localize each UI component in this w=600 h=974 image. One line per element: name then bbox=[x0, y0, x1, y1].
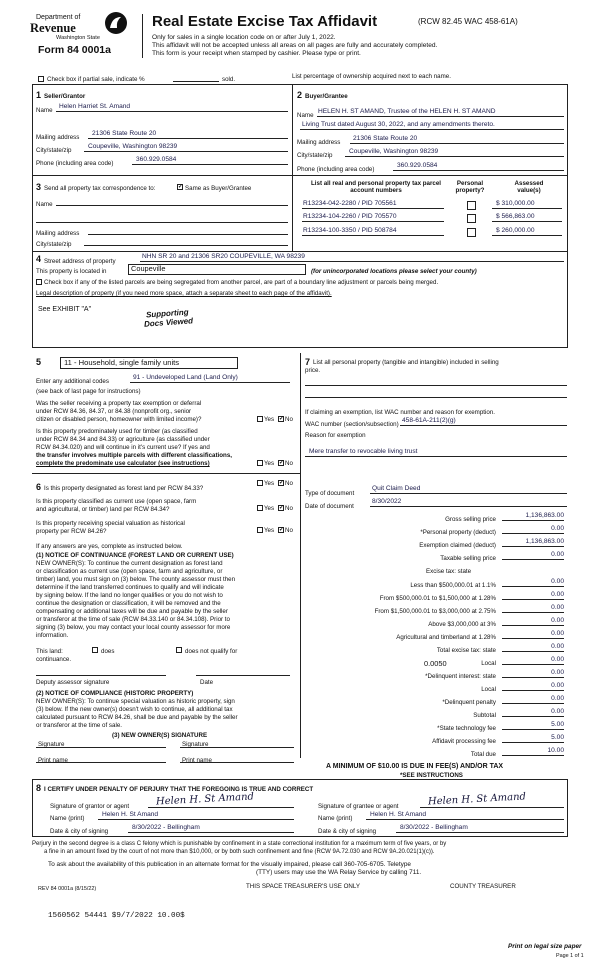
notice-1-line-2: or classification as current use (open space, farm and agriculture, or bbox=[36, 568, 223, 575]
perjury-line-2: a fine in an amount fixed by the court of not more than $10,000, or by both such confinement and fine (RCW 9A.72.030 and RCW 9A.20.021(1)(c)). bbox=[44, 849, 435, 855]
assessed-col-header: Assessed value(s) bbox=[514, 180, 544, 195]
grantee-signature: Helen H. St Amand bbox=[427, 791, 527, 808]
notice-2-line-1: NEW OWNER(S): To continue special valuation as historic property, sign bbox=[36, 698, 235, 705]
minimum-note: A MINIMUM OF $10.00 IS DUE IN FEE(S) AND/OR TAX bbox=[326, 763, 504, 770]
notice-1-line-7: compensating or additional taxes will be due and payable by the seller bbox=[36, 608, 228, 615]
q5-2-line4: the transfer involves multiple parcels with different classifications, bbox=[36, 452, 232, 459]
legal-description[interactable]: See EXHIBIT "A" bbox=[38, 306, 92, 313]
q6-2-line2: and agricultural, or timber) land per RCW 84.34? bbox=[36, 506, 170, 513]
section-7-heading-1: List all personal property (tangible and intangible) included in selling bbox=[313, 359, 499, 366]
segregated-note: Check box if any of the listed parcels are being segregated from another parcel, are part of a boundary line adjustment or parcels being merged. bbox=[44, 279, 439, 286]
ownership-note: List percentage of ownership acquired next to each name. bbox=[292, 73, 451, 80]
section-7-number: 7 bbox=[305, 357, 311, 367]
q6-3-no-checkbox[interactable]: ✓ bbox=[279, 527, 285, 533]
notice-line-2: This affidavit will not be accepted unless all areas on all pages are fully and accurately completed. bbox=[152, 42, 438, 49]
see-back-note: (see back of last page for instructions) bbox=[36, 388, 141, 395]
tax-value-total-due: 10.00 bbox=[547, 747, 564, 754]
personal-col-header: Personal property? bbox=[455, 180, 485, 195]
q5-1-no-label: No bbox=[285, 416, 293, 423]
tax-value-processing-fee: 5.00 bbox=[551, 734, 564, 741]
parcel-value-1: R13234-042-2280 / PID 705561 bbox=[303, 200, 397, 207]
personal-property-checkbox-1[interactable] bbox=[467, 201, 476, 210]
q5-2-no-label: No bbox=[285, 460, 293, 467]
notice-line-1: Only for sales in a single location code on or after July 1, 2022. bbox=[152, 34, 336, 41]
correspondence-name-field-2[interactable] bbox=[36, 215, 288, 223]
mid-divider bbox=[300, 353, 301, 758]
if-yes-note: If any answers are yes, complete as instructed below. bbox=[36, 543, 183, 550]
tax-label-processing-fee: Affidavit processing fee bbox=[432, 738, 496, 745]
q5-2-yes-checkbox[interactable] bbox=[257, 460, 263, 466]
tax-label-gross: Gross selling price bbox=[445, 516, 496, 523]
section-4-number: 4 bbox=[36, 254, 42, 264]
local-rate: 0.0050 bbox=[424, 659, 447, 668]
seller-city-value: Coupeville, Washington 98239 bbox=[88, 143, 178, 150]
wac-value: 458-61A-211(2)(g) bbox=[402, 417, 456, 424]
q6-1-yes-checkbox[interactable] bbox=[257, 480, 263, 486]
grantor-signature: Helen H. St Amand bbox=[155, 791, 255, 808]
same-as-buyer-checkbox[interactable]: ✓ bbox=[178, 184, 184, 190]
section-5-number: 5 bbox=[36, 357, 42, 367]
legal-label: Legal description of property (if you need more space, attach a separate sheet to each page of the affidavit). bbox=[36, 290, 332, 297]
buyer-phone-value: 360.929.0584 bbox=[397, 162, 438, 169]
grantee-name: Helen H. St Amand bbox=[370, 811, 427, 818]
tax-label-tier1: Less than $500,000.01 at 1.1% bbox=[410, 582, 496, 589]
q5-2-line2: under RCW 84.34 and 84.33) or agriculture (as classified under bbox=[36, 436, 210, 443]
seller-heading: Seller/Grantor bbox=[44, 93, 86, 100]
page-number: Page 1 of 1 bbox=[556, 953, 584, 959]
q5-1-line3: citizen or disabled person, homeowner with limited income)? bbox=[36, 416, 202, 423]
grantee-name-label: Name (print) bbox=[318, 815, 353, 822]
section-2-number: 2 bbox=[297, 90, 303, 100]
notice-2-line-4: or transferor at the time of sale. bbox=[36, 722, 122, 729]
county-treasurer: COUNTY TREASURER bbox=[450, 883, 516, 890]
tax-value-tier3: 0.00 bbox=[551, 604, 564, 611]
tax-label-exemption: Exemption claimed (deduct) bbox=[419, 542, 496, 549]
personal-property-field-2[interactable] bbox=[305, 390, 567, 398]
treasurer-use-only: THIS SPACE TREASURER'S USE ONLY bbox=[246, 883, 360, 890]
grantor-name-label: Name (print) bbox=[50, 815, 85, 822]
reason-value: Mere transfer to revocable living trust bbox=[309, 448, 418, 455]
assessed-value-1: $ 310,000.00 bbox=[496, 200, 535, 207]
parcel-col-header: List all real and personal property tax parcel account numbers bbox=[311, 180, 441, 195]
q5-1-no-checkbox[interactable]: ✓ bbox=[279, 416, 285, 422]
grantor-signature-label: Signature of grantor or agent bbox=[50, 803, 130, 810]
grantor-date-label: Date & city of signing bbox=[50, 828, 109, 835]
correspondence-name-label: Name bbox=[36, 201, 53, 208]
form-number: Form 84 0001a bbox=[38, 44, 111, 56]
doc-date-label: Date of document bbox=[305, 503, 354, 510]
tax-label-personal: *Personal property (deduct) bbox=[420, 529, 496, 536]
see-instructions: *SEE INSTRUCTIONS bbox=[400, 772, 463, 779]
tax-value-local: 0.00 bbox=[551, 656, 564, 663]
q6-3-no-label: No bbox=[285, 527, 293, 534]
tax-label-interest-local: Local bbox=[481, 686, 496, 693]
q6-1-no-checkbox[interactable]: ✓ bbox=[279, 480, 285, 486]
tax-label-total-due: Total due bbox=[470, 751, 496, 758]
q6-3-yes-label: Yes bbox=[264, 527, 275, 534]
alt-format-line-2: (TTY) users may use the WA Relay Service by calling 711. bbox=[256, 869, 422, 876]
perjury-line-1: Perjury in the second degree is a class C felony which is punishable by confinement in a state correctional institution for a maximum term of five years, or by bbox=[32, 841, 447, 847]
section-3-number: 3 bbox=[36, 182, 42, 192]
location-select-value: Coupeville bbox=[131, 264, 166, 273]
buyer-city-value: Coupeville, Washington 98239 bbox=[349, 148, 439, 155]
seller-name-value: Helen Harriet St. Amand bbox=[59, 103, 131, 110]
q5-2-yes-label: Yes bbox=[264, 460, 275, 467]
revision-label: REV 84 0001a (8/15/22) bbox=[38, 886, 97, 892]
correspondence-mailing-label: Mailing address bbox=[36, 230, 80, 237]
certification-heading: I CERTIFY UNDER PENALTY OF PERJURY THAT THE FOREGOING IS TRUE AND CORRECT bbox=[44, 786, 314, 793]
doc-date-value: 8/30/2022 bbox=[372, 498, 402, 505]
parties-divider bbox=[292, 84, 293, 252]
personal-property-field-1[interactable] bbox=[305, 378, 567, 386]
personal-property-checkbox-2[interactable] bbox=[467, 214, 476, 223]
correspondence-name-field[interactable] bbox=[56, 198, 288, 206]
notice-1-title: (1) NOTICE OF CONTINUANCE (FOREST LAND OR CURRENT USE) bbox=[36, 552, 234, 559]
land-does-not-label: does not qualify for bbox=[185, 648, 238, 655]
tax-value-taxable: 0.00 bbox=[551, 551, 564, 558]
tax-label-interest-state: *Delinquent interest: state bbox=[425, 673, 496, 680]
deputy-date-label: Date bbox=[200, 679, 214, 686]
additional-codes-label: Enter any additional codes bbox=[36, 378, 109, 385]
located-note: (for unincorporated locations please select your county) bbox=[311, 268, 477, 275]
q6-3-line2: property per RCW 84.26? bbox=[36, 528, 107, 535]
reason-field[interactable] bbox=[305, 449, 567, 457]
parcel-value-3: R13234-100-3350 / PID 508784 bbox=[303, 227, 397, 234]
wac-label: WAC number (section/subsection) bbox=[305, 421, 399, 428]
deputy-signature-label: Deputy assessor signature bbox=[36, 679, 110, 686]
q6-1-no-label: No bbox=[285, 480, 293, 487]
exemption-note: If claiming an exemption, list WAC number and reason for exemption. bbox=[305, 409, 495, 416]
header-divider bbox=[142, 14, 143, 58]
stamp-line-1: Supporting bbox=[145, 307, 189, 320]
tax-value-interest-local: 0.00 bbox=[551, 682, 564, 689]
owner-print-label-2: Print name bbox=[182, 757, 212, 764]
personal-property-checkbox-3[interactable] bbox=[467, 228, 476, 237]
owner-print-label-1: Print name bbox=[38, 757, 68, 764]
grantee-date: 8/30/2022 - Bellingham bbox=[400, 824, 468, 831]
buyer-name-value-1: HELEN H. ST AMAND, Trustee of the HELEN H. ST AMAND bbox=[318, 108, 496, 115]
buyer-city-label: City/state/zip bbox=[297, 152, 333, 159]
tax-label-subtotal: Subtotal bbox=[473, 712, 496, 719]
q6-1-label: Is this property designated as forest land per RCW 84.33? bbox=[44, 485, 204, 492]
reason-label: Reason for exemption bbox=[305, 432, 366, 439]
tax-value-total-state: 0.00 bbox=[551, 643, 564, 650]
tax-label-excise-state: Excise tax: state bbox=[426, 568, 472, 575]
alt-format-line-1: To ask about the availability of this publication in an alternate format for the visually impaired, please call 360-705-6705. Teletype bbox=[48, 861, 411, 868]
tax-label-total-state: Total excise tax: state bbox=[436, 647, 496, 654]
q6-2-yes-checkbox[interactable] bbox=[257, 505, 263, 511]
tax-label-tier3: From $1,500,000.01 to $3,000,000 at 2.75% bbox=[374, 608, 496, 615]
buyer-heading: Buyer/Grantee bbox=[305, 93, 348, 100]
parcel-rule bbox=[292, 175, 568, 176]
tax-value-agricultural: 0.00 bbox=[551, 630, 564, 637]
located-label: This property is located in bbox=[36, 268, 107, 275]
tax-value-tier4: 0.00 bbox=[551, 617, 564, 624]
doc-type-value: Quit Claim Deed bbox=[372, 485, 421, 492]
notice-1-line-10: information. bbox=[36, 632, 69, 639]
grantor-name: Helen H. St Amand bbox=[102, 811, 159, 818]
notice-1-line-8: or transferor at the time of sale (RCW 84.33.140 or 84.34.108). Prior to bbox=[36, 616, 230, 623]
grantor-date: 8/30/2022 - Bellingham bbox=[132, 824, 200, 831]
assessed-value-3: $ 260,000.00 bbox=[496, 227, 535, 234]
tax-value-exemption: 1,136,863.00 bbox=[525, 538, 564, 545]
q6-3-line1: Is this property receiving special valuation as historical bbox=[36, 520, 185, 527]
correspondence-city-field[interactable] bbox=[84, 238, 288, 246]
seller-name-label: Name bbox=[36, 107, 53, 114]
assessed-value-2: $ 566,863.00 bbox=[496, 213, 535, 220]
buyer-name-label: Name bbox=[297, 112, 314, 119]
correspondence-city-label: City/state/zip bbox=[36, 241, 72, 248]
notice-1-line-6: continue the designation or classification, it will be removed and the bbox=[36, 600, 221, 607]
tax-label-tech-fee: *State technology fee bbox=[437, 725, 496, 732]
land-does-not-checkbox[interactable] bbox=[176, 647, 182, 653]
section-6-number: 6 bbox=[36, 482, 42, 492]
notice-3-title: (3) NEW OWNER(S) SIGNATURE bbox=[112, 732, 208, 739]
tax-value-tier1: 0.00 bbox=[551, 578, 564, 585]
this-land-label: This land: bbox=[36, 648, 63, 655]
buyer-name-value-2: Living Trust dated August 30, 2022, and any amendments thereto. bbox=[302, 121, 495, 128]
tax-value-gross: 1,136,863.00 bbox=[525, 512, 564, 519]
form-title: Real Estate Excise Tax Affidavit bbox=[152, 13, 378, 30]
tax-label-tier2: From $500,000.01 to $1,500,000 at 1.28% bbox=[379, 595, 496, 602]
section-8-number: 8 bbox=[36, 783, 42, 793]
partial-sale-percent-field[interactable] bbox=[173, 74, 219, 82]
deputy-date-field[interactable] bbox=[196, 668, 290, 676]
land-use-value: 11 - Household, single family units bbox=[64, 358, 180, 367]
partial-sale-label: Check box if partial sale, indicate % bbox=[47, 76, 145, 83]
notice-line-3: This form is your receipt when stamped by cashier. Please type or print. bbox=[152, 50, 361, 57]
grantee-signature-label: Signature of grantee or agent bbox=[318, 803, 399, 810]
buyer-mailing-label: Mailing address bbox=[297, 139, 341, 146]
seller-city-label: City/state/zip bbox=[36, 147, 72, 154]
q5-1-yes-label: Yes bbox=[264, 416, 275, 423]
notice-1-line-4: determine if the land transferred continues to qualify and will indicate bbox=[36, 584, 224, 591]
logo-line-1: Department of bbox=[36, 14, 81, 21]
seller-mailing-value: 21306 State Route 20 bbox=[92, 130, 157, 137]
stamp-line-2: Docs Viewed bbox=[143, 316, 194, 329]
seller-phone-label: Phone (including area code) bbox=[36, 160, 114, 167]
deputy-signature-field[interactable] bbox=[36, 668, 166, 676]
land-does-label: does bbox=[101, 648, 115, 655]
segregated-checkbox[interactable] bbox=[36, 279, 42, 285]
land-does-checkbox[interactable] bbox=[92, 647, 98, 653]
notice-1-line-5: by signing below. If the land no longer qualifies or you do not wish to bbox=[36, 592, 223, 599]
q6-2-line1: Is this property classified as current use (open space, farm bbox=[36, 498, 197, 505]
buyer-phone-label: Phone (including area code) bbox=[297, 166, 375, 173]
q5-1-yes-checkbox[interactable] bbox=[257, 416, 263, 422]
tax-value-tech-fee: 5.00 bbox=[551, 721, 564, 728]
notice-1-line-3: timber) land, you must sign on (3) below. The county assessor must then bbox=[36, 576, 236, 583]
grantee-date-label: Date & city of signing bbox=[318, 828, 377, 835]
tax-label-agricultural: Agricultural and timberland at 1.28% bbox=[396, 634, 496, 641]
correspondence-label: Send all property tax correspondence to: bbox=[44, 185, 156, 192]
q6-2-no-label: No bbox=[285, 505, 293, 512]
section-3-rule bbox=[32, 175, 292, 176]
q5-2-no-checkbox[interactable]: ✓ bbox=[279, 460, 285, 466]
tax-value-tier2: 0.00 bbox=[551, 591, 564, 598]
tax-value-subtotal: 0.00 bbox=[551, 708, 564, 715]
logo-line-3: Washington State bbox=[56, 35, 100, 41]
continuance-label: continuance. bbox=[36, 656, 72, 663]
q5-2-line3: RCW 84.34.020) and will continue in it's current use? If yes and bbox=[36, 444, 210, 451]
street-value: NHN SR 20 and 21306 SR20 COUPEVILLE, WA 98239 bbox=[142, 253, 305, 260]
seller-mailing-label: Mailing address bbox=[36, 134, 80, 141]
q6-2-yes-label: Yes bbox=[264, 505, 275, 512]
dor-emblem-icon bbox=[104, 11, 128, 35]
cashier-stamp: 1560562 54441 $9/7/2022 10.00$ bbox=[48, 912, 185, 920]
tax-label-penalty: *Delinquent penalty bbox=[442, 699, 496, 706]
buyer-mailing-value: 21306 State Route 20 bbox=[353, 135, 418, 142]
section-1-number: 1 bbox=[36, 90, 42, 100]
q6-2-no-checkbox[interactable]: ✓ bbox=[279, 505, 285, 511]
tax-label-taxable: Taxable selling price bbox=[440, 555, 496, 562]
section-6-rule bbox=[32, 473, 300, 474]
q5-2-line5: complete the predominate use calculator (see instructions) bbox=[36, 460, 210, 467]
rcw-reference: (RCW 82.45 WAC 458-61A) bbox=[418, 17, 518, 26]
owner-signature-label-2: Signature bbox=[182, 741, 209, 748]
street-label: Street address of property bbox=[44, 258, 116, 265]
tax-value-penalty: 0.00 bbox=[551, 695, 564, 702]
doc-type-label: Type of document bbox=[305, 490, 355, 497]
partial-sale-checkbox[interactable] bbox=[38, 76, 44, 82]
logo-line-2: Revenue bbox=[30, 21, 76, 35]
q5-1-line2: under RCW 84.36, 84.37, or 84.38 (nonprofit org., senior bbox=[36, 408, 192, 415]
legal-size-note: Print on legal size paper bbox=[508, 943, 582, 950]
q5-2-line1: Is this property predominately used for timber (as classified bbox=[36, 428, 198, 435]
tax-label-local: Local bbox=[481, 660, 496, 667]
additional-codes-value: 91 - Undeveloped Land (Land Only) bbox=[133, 374, 238, 381]
correspondence-mailing-field[interactable] bbox=[88, 227, 288, 235]
owner-signature-label-1: Signature bbox=[38, 741, 65, 748]
q6-1-yes-label: Yes bbox=[264, 480, 275, 487]
tax-value-personal: 0.00 bbox=[551, 525, 564, 532]
q5-1-line1: Was the seller receiving a property tax exemption or deferral bbox=[36, 400, 202, 407]
q6-3-yes-checkbox[interactable] bbox=[257, 527, 263, 533]
notice-2-line-2: (3) below. If the new owner(s) doesn't wish to continue, all additional tax bbox=[36, 706, 233, 713]
notice-2-title: (2) NOTICE OF COMPLIANCE (HISTORIC PROPERTY) bbox=[36, 690, 194, 697]
parcel-value-2: R13234-104-2260 / PID 705570 bbox=[303, 213, 397, 220]
section-7-heading-2: price. bbox=[305, 367, 321, 374]
tax-value-interest-state: 0.00 bbox=[551, 669, 564, 676]
seller-phone-value: 360.929.0584 bbox=[136, 156, 177, 163]
same-as-buyer-label: Same as Buyer/Grantee bbox=[185, 185, 252, 192]
notice-2-line-3: calculated pursuant to RCW 84.26, shall be due and payable by the seller bbox=[36, 714, 238, 721]
partial-sale-sold: sold. bbox=[222, 76, 236, 83]
notice-1-line-9: signing (3) below, you may contact your local county assessor for more bbox=[36, 624, 231, 631]
notice-1-line-1: NEW OWNER(S): To continue the current designation as forest land bbox=[36, 560, 223, 567]
tax-label-tier4: Above $3,000,000 at 3% bbox=[428, 621, 496, 628]
